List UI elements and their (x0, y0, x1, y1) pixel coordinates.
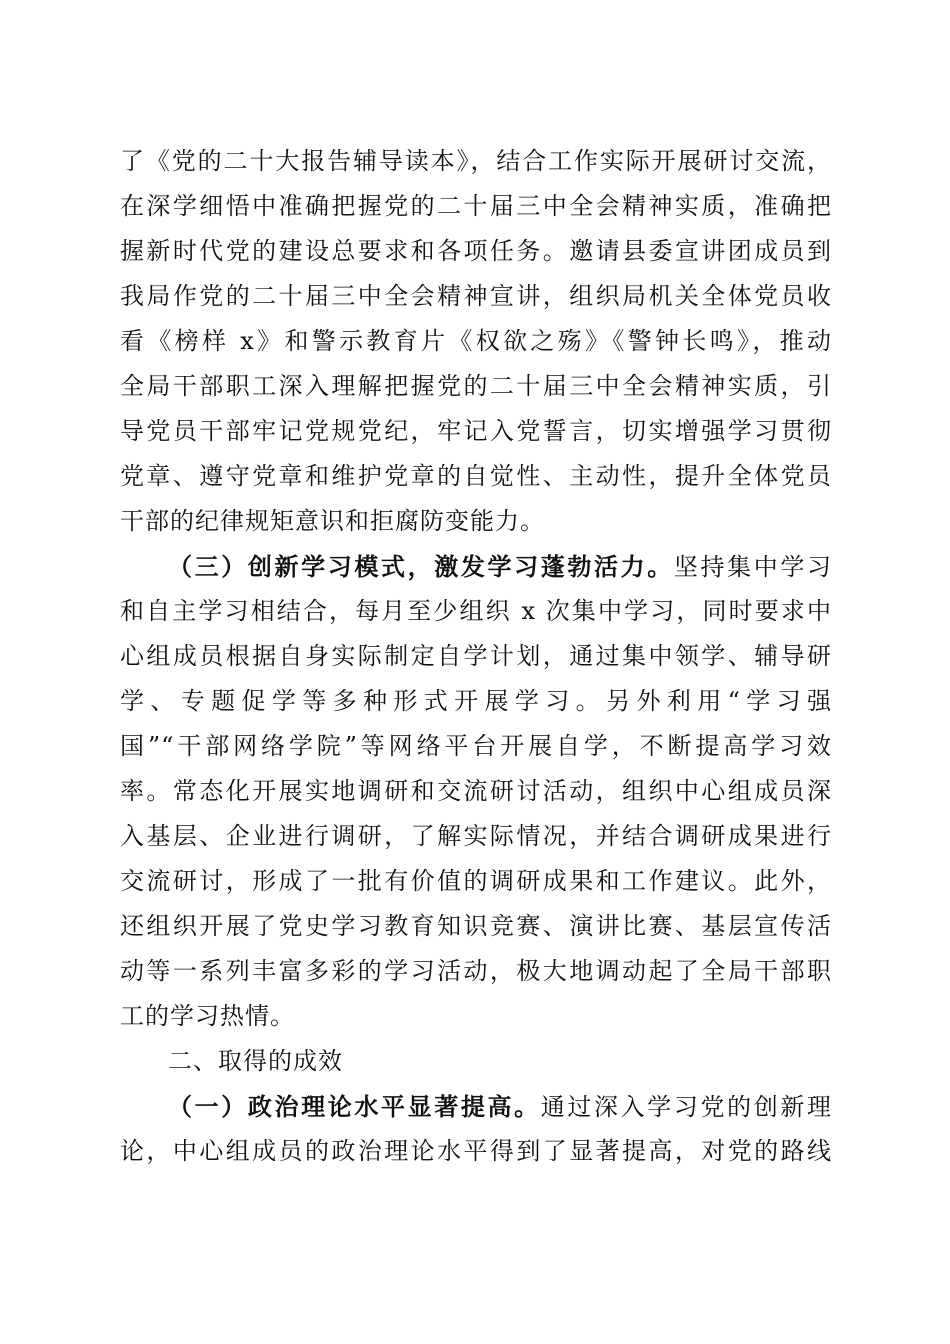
paragraph-line: 在深学细悟中准确把握党的二十届三中全会精神实质，准确把 (120, 192, 832, 220)
paragraph-line: 工的学习热情。 (120, 1002, 295, 1030)
paragraph-line: 心组成员根据自身实际制定自学计划，通过集中领学、辅导研 (120, 642, 832, 670)
paragraph-line: 全局干部职工深入理解把握党的二十届三中全会精神实质，引 (120, 372, 832, 400)
section-one-title: （一）政治理论水平显著提高。 (168, 1092, 541, 1121)
paragraph-line: 交流研讨，形成了一批有价值的调研成果和工作建议。此外， (120, 867, 832, 895)
paragraph-line: 动等一系列丰富多彩的学习活动，极大地调动起了全局干部职 (120, 957, 832, 985)
section-heading: 二、取得的成效 (168, 1047, 343, 1075)
paragraph-line: 入基层、企业进行调研，了解实际情况，并结合调研成果进行 (120, 822, 832, 850)
paragraph-line: 了《党的二十大报告辅导读本》，结合工作实际开展研讨交流， (120, 147, 832, 175)
paragraph-line: 率。常态化开展实地调研和交流研讨活动，组织中心组成员深 (120, 777, 832, 805)
section-one-text: 通过深入学习党的创新理 (540, 1093, 832, 1121)
paragraph-line: 干部的纪律规矩意识和拒腐防变能力。 (120, 507, 545, 535)
paragraph-line: 握新时代党的建设总要求和各项任务。邀请县委宣讲团成员到 (120, 237, 832, 265)
paragraph-line: 我局作党的二十届三中全会精神宣讲，组织局机关全体党员收 (120, 282, 832, 310)
document-body (120, 139, 832, 1174)
paragraph-line: 党章、遵守党章和维护党章的自觉性、主动性，提升全体党员 (120, 462, 832, 490)
paragraph-line: 导党员干部牢记党规党纪，牢记入党誓言，切实增强学习贯彻 (120, 417, 832, 445)
paragraph-line: 论，中心组成员的政治理论水平得到了显著提高，对党的路线 (120, 1137, 832, 1165)
section-three-first-line (120, 544, 832, 589)
paragraph-line: 看《榜样 x》和警示教育片《权欲之殇》《警钟长鸣》，推动 (120, 327, 832, 355)
section-three-title: （三）创新学习模式，激发学习蓬勃活力。 (168, 552, 674, 581)
section-three-text: 坚持集中学习 (673, 553, 832, 581)
paragraph-line: 国”“干部网络学院”等网络平台开展自学，不断提高学习效 (120, 732, 832, 760)
paragraph-line: 和自主学习相结合，每月至少组织 x 次集中学习，同时要求中 (120, 597, 832, 625)
paragraph-line: 学、专题促学等多种形式开展学习。另外利用“学习强 (120, 687, 832, 715)
section-one-first-line (120, 1084, 832, 1129)
paragraph-line: 还组织开展了党史学习教育知识竞赛、演讲比赛、基层宣传活 (120, 912, 832, 940)
